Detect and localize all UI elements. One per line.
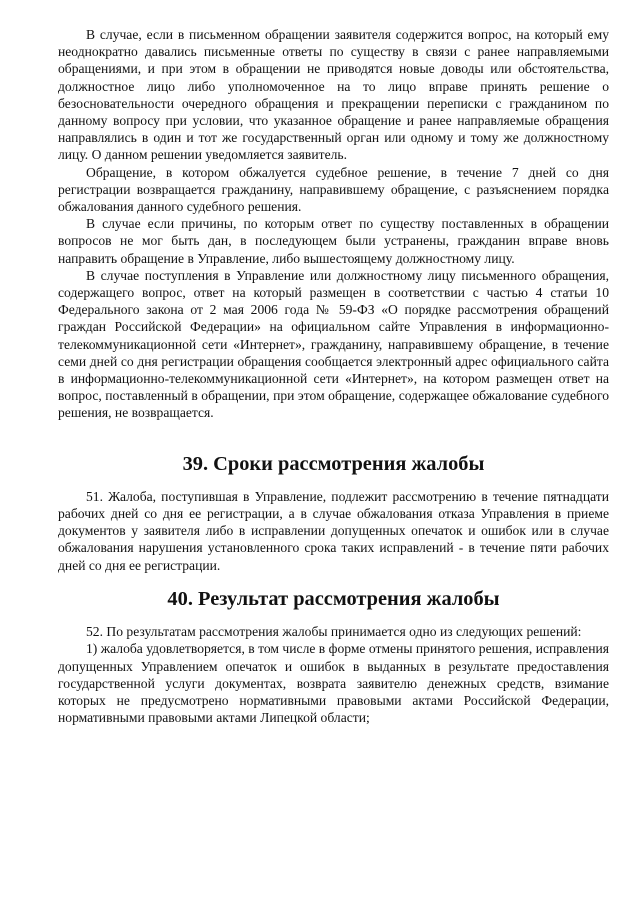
paragraph-website-answer: В случае поступления в Управление или должностному лицу письменного обращения, содержащего вопрос, ответ на который размещен в соответствии с частью 4 статьи 10 Федерального закона от 2 мая 2006 года № 59-ФЗ «О порядке рассмотрения обращений граждан Российской Федерации» на официальном сайте Управления в информационно-телекоммуникационной сети «Интернет», гражданину, направившему обращение, в течение семи дней со дня регистрации обращения сообщается электронный адрес официального сайта в информационно-телекоммуникационной сети «Интернет», на котором размещен ответ на вопрос, поставленный в обращении, при этом обращение, содержащее обжалование судебного решения, не возвращается. <box>58 267 609 421</box>
paragraph-court-decision: Обращение, в котором обжалуется судебное решение, в течение 7 дней со дня регистрации возвращается гражданину, направившему обращение, с разъяснением порядка обжалования данного судебного решения. <box>58 164 609 215</box>
paragraph-51: 51. Жалоба, поступившая в Управление, подлежит рассмотрению в течение пятнадцати рабочих дней со дня ее регистрации, а в случае обжалования отказа Управления в приеме документов у заявителя либо в исправлении допущенных опечаток и ошибок или в случае обжалования нарушения установленного срока таких исправлений - в течение пяти рабочих дней со дня ее регистрации. <box>58 488 609 573</box>
paragraph-52-item-1: 1) жалоба удовлетворяется, в том числе в форме отмены принятого решения, исправления допущенных Управлением опечаток и ошибок в выданных в результате предоставления государственной услуги документах, возврата заявителю денежных средств, взимание которых не предусмотрено нормативными правовыми актами Российской Федерации, нормативными правовыми актами Липецкой области; <box>58 641 609 726</box>
section-40-heading: 40. Результат рассмотрения жалобы <box>167 587 500 610</box>
paragraph-repeat-appeal: В случае, если в письменном обращении заявителя содержится вопрос, на который ему неоднократно давались письменные ответы по существу в связи с ранее направляемыми обращениями, и при этом в обращении не приводятся новые доводы или обстоятельства, должностное лицо либо уполномоченное на то лицо вправе принять решение о безосновательности очередного обращения и прекращении переписки с гражданином по данному вопросу при условии, что указанное обращение и ранее направляемые обращения направлялись в один и тот же государственный орган или одному и тому же должностному лицу. О данном решении уведомляется заявитель. <box>58 27 609 163</box>
paragraph-reasons-removed: В случае если причины, по которым ответ по существу поставленных в обращении вопросов не мог быть дан, в последующем были устранены, гражданин вправе вновь направить обращение в Управление, либо вышестоящему должностному лицу. <box>58 216 609 266</box>
paragraph-52: 52. По результатам рассмотрения жалобы принимается одно из следующих решений: <box>86 624 582 640</box>
section-39-heading: 39. Сроки рассмотрения жалобы <box>182 452 485 475</box>
